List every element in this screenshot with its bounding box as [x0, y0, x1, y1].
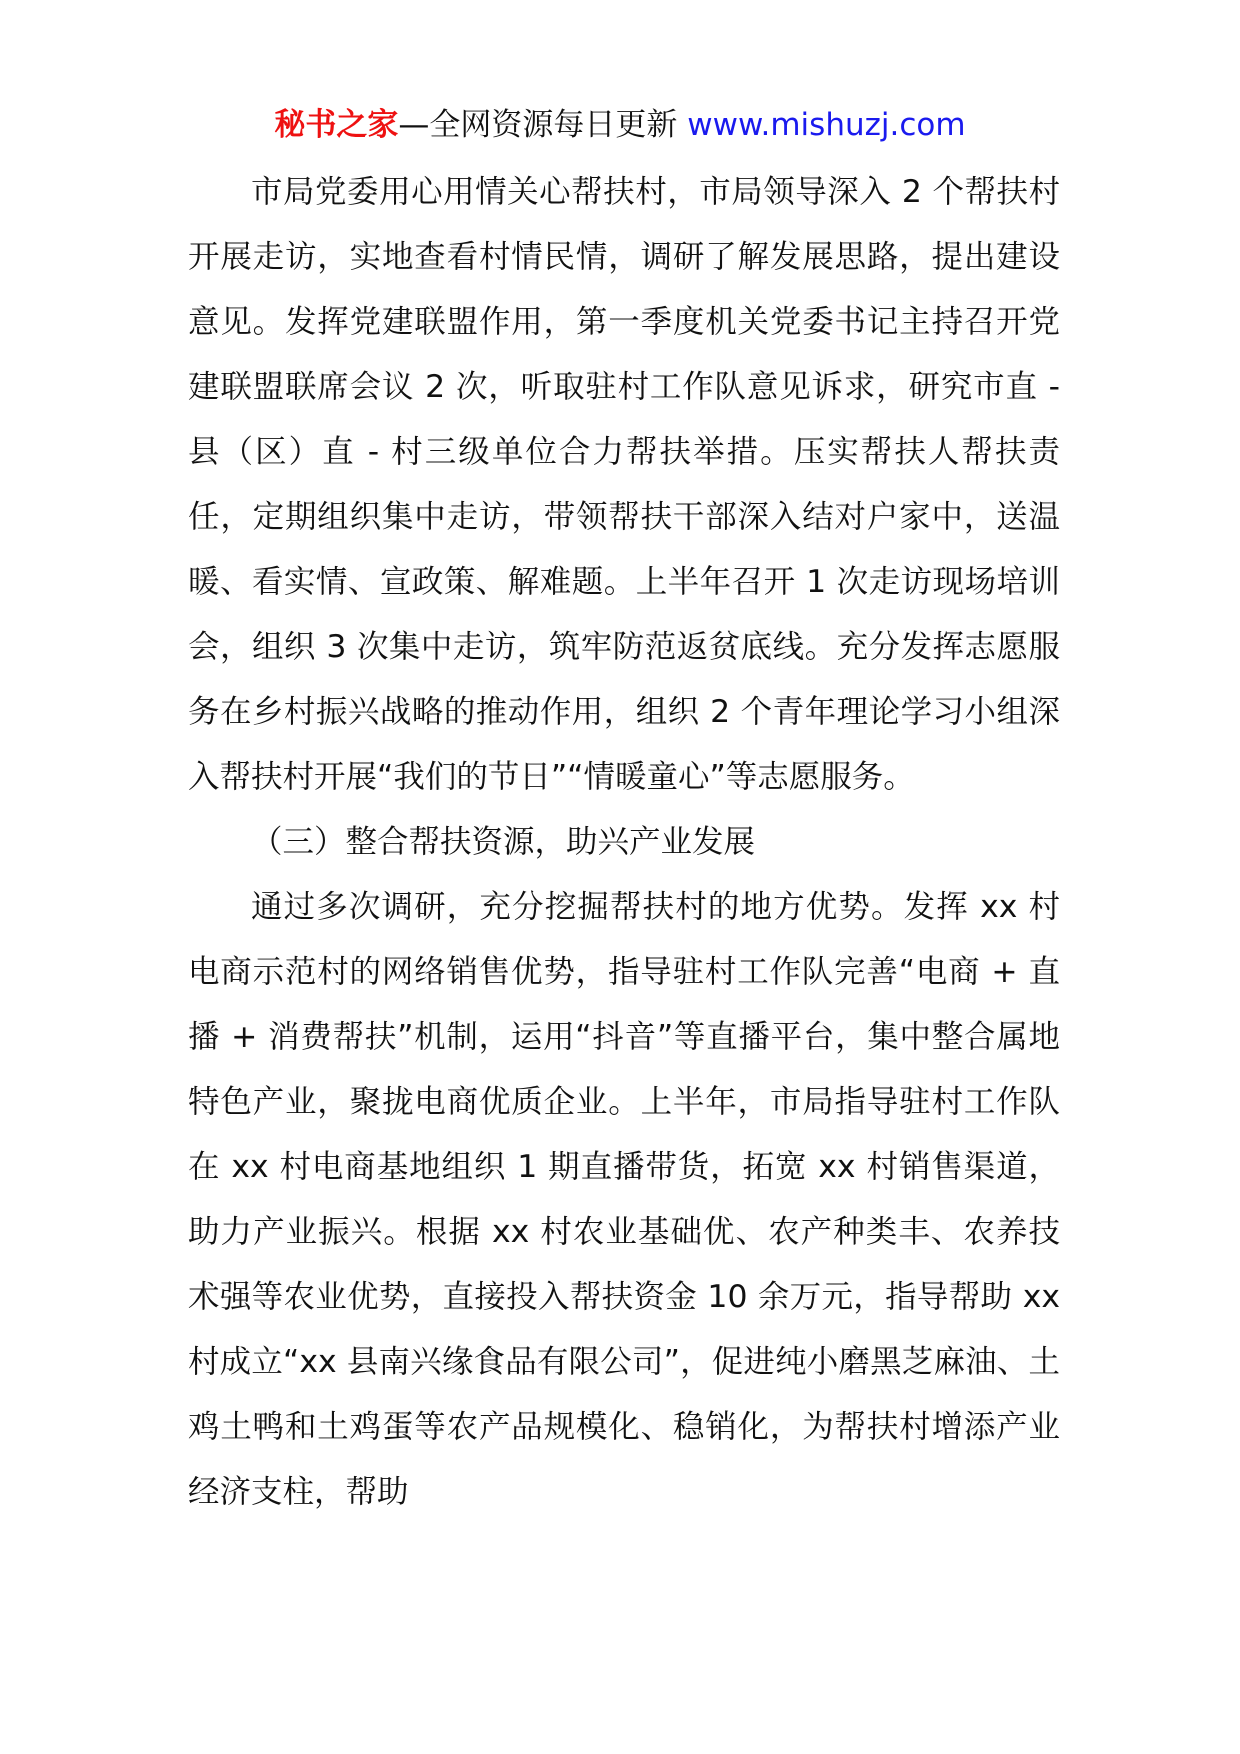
header-tagline: —全网资源每日更新 — [398, 107, 688, 143]
header-brand: 秘书之家 — [274, 107, 399, 143]
document-body — [188, 160, 1060, 1525]
page-header — [0, 98, 1240, 152]
header-url-link[interactable]: www.mishuzj.com — [687, 107, 966, 143]
body-paragraph-1: 市局党委用心用情关心帮扶村，市局领导深入 2 个帮扶村开展走访，实地查看村情民情，调研了解发展思路，提出建设意见。发挥党建联盟作用，第一季度机关党委书记主持召开党建联盟联席会议 2 次，听取驻村工作队意见诉求，研究市直 - 县（区）直 - 村三级单位合力帮扶举措。压实帮扶人帮扶责任，定期组织集中走访，带领帮扶干部深入结对户家中，送温暖、看实情、宣政策、解难题。上半年召开 1 次走访现场培训会，组织 3 次集中走访，筑牢防范返贫底线。充分发挥志愿服务在乡村振兴战略的推动作用，组织 2 个青年理论学习小组深入帮扶村开展“我们的节日”“情暖童心”等志愿服务。 — [188, 174, 1060, 795]
section-heading: （三）整合帮扶资源，助兴产业发展 — [251, 824, 756, 860]
body-paragraph-2: 通过多次调研，充分挖掘帮扶村的地方优势。发挥 xx 村电商示范村的网络销售优势，指导驻村工作队完善“电商 + 直播 + 消费帮扶”机制，运用“抖音”等直播平台，集中整合属地特色产业，聚拢电商优质企业。上半年，市局指导驻村工作队在 xx 村电商基地组织 1 期直播带货，拓宽 xx 村销售渠道，助力产业振兴。根据 xx 村农业基础优、农产种类丰、农养技术强等农业优势，直接投入帮扶资金 10 余万元，指导帮助 xx 村成立“xx 县南兴缘食品有限公司”，促进纯小磨黑芝麻油、土鸡土鸭和土鸡蛋等农产品规模化、稳销化，为帮扶村增添产业经济支柱，帮助 — [188, 889, 1060, 1510]
